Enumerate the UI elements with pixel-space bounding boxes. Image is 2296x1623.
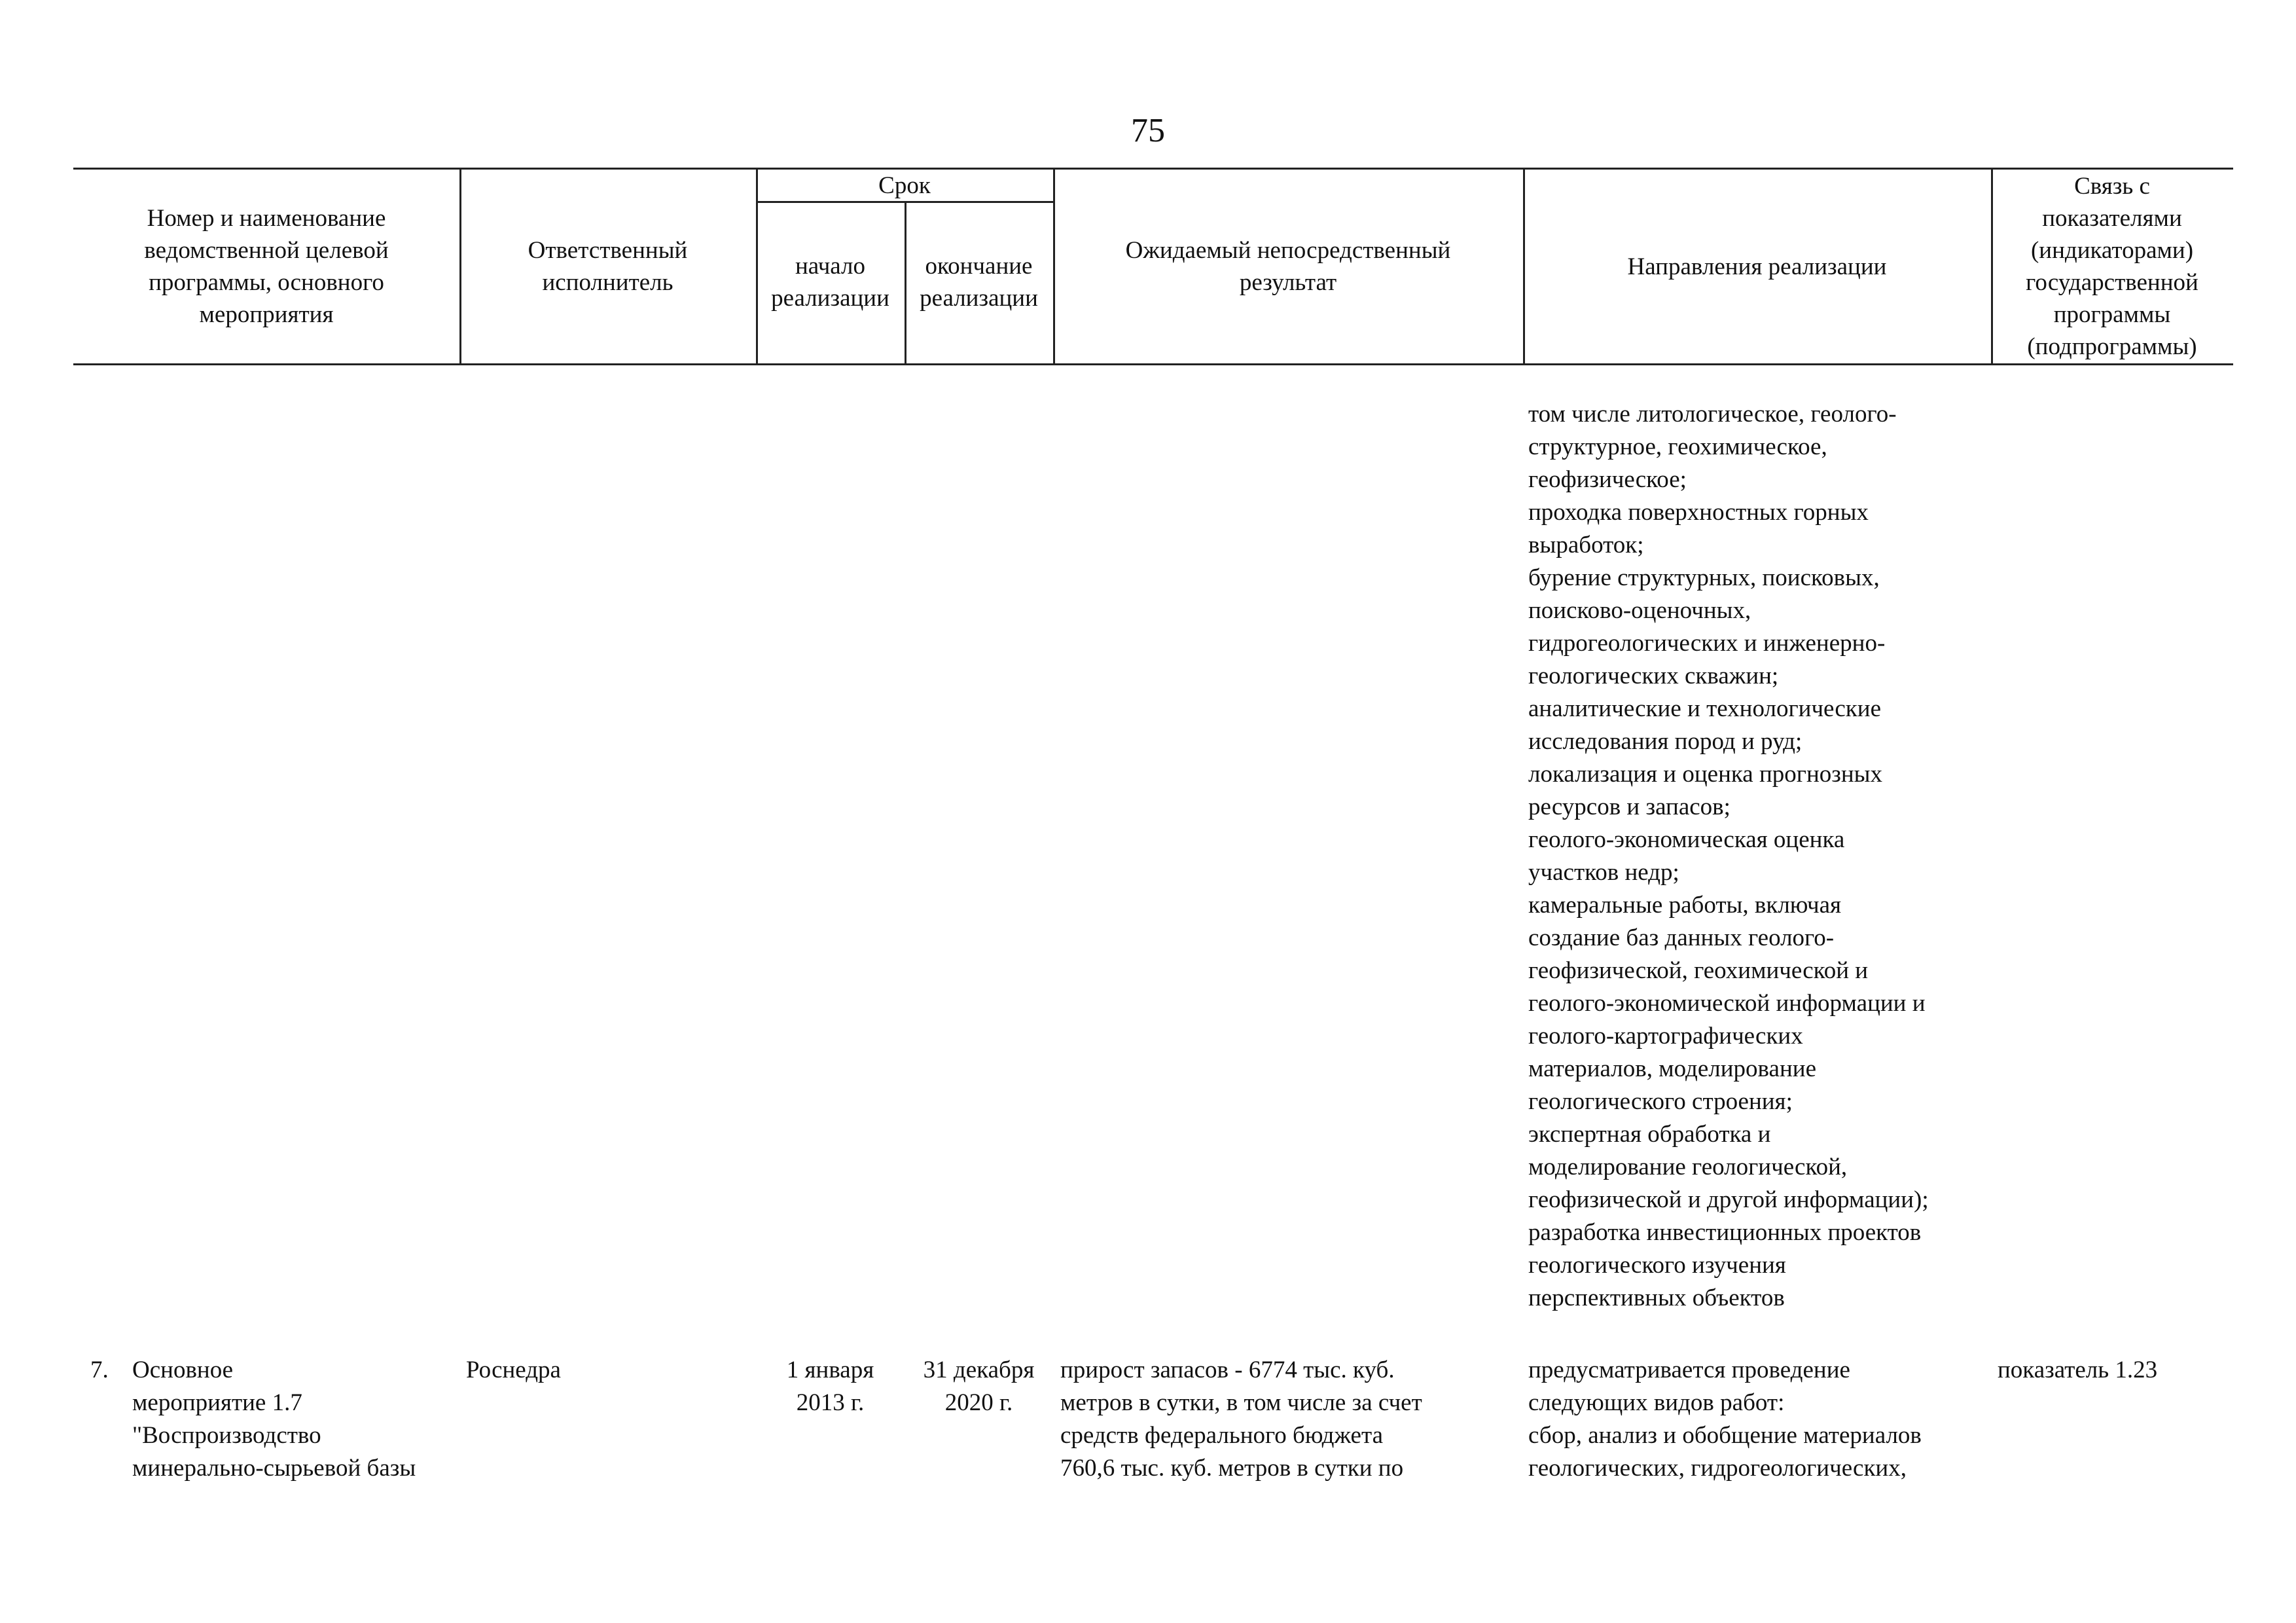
row-end: 31 декабря 2020 г. [923, 1357, 1035, 1416]
row-program: Основное мероприятие 1.7 "Воспроизводство минерально-сырьевой базы [132, 1357, 416, 1482]
continued-directions: том числе литологическое, геолого- структурное, геохимическое, геофизическое; проходка поверхностных горных выработок; бурение структурных, поисковых, поисково-оценочных, гидрогеологических и инженерно- геологических скважин; аналитические и технологические исследования пород и руд; локализация и оценка прогнозных ресурсов и запасов; геолого-экономическая оценка участков недр; камеральные работы, включая создание баз данных геолого- геофизической, геохимической и геолого-экономической информации и геолого-картографических материалов, моделирование геологического строения; экспертная обработка и моделирование геологической, геофизической и другой информации); разработка инвестиционных проектов геологического изучения перспективных объектов [1528, 401, 1929, 1311]
header-indicators: Связь с показателями (индикаторами) государственной программы (подпрограммы) [2026, 173, 2198, 360]
header-term: Срок [878, 172, 931, 199]
header-program: Номер и наименование ведомственной целевой программы, основного мероприятия [144, 205, 389, 328]
header-result: Ожидаемый непосредственный результат [1125, 237, 1451, 296]
row-start: 1 января 2013 г. [786, 1357, 874, 1416]
page-number: 75 [1131, 112, 1165, 149]
header-end: окончание реализации [920, 253, 1038, 312]
header-start: начало реализации [771, 253, 889, 312]
row-result: прирост запасов - 6774 тыс. куб. метров в сутки, в том числе за счет средств федерального бюджета 760,6 тыс. куб. метров в сутки по [1060, 1357, 1422, 1482]
row-number: 7. [90, 1357, 109, 1383]
row-executor: Роснедра [466, 1357, 561, 1383]
row-directions: предусматривается проведение следующих видов работ: сбор, анализ и обобщение материалов геологических, гидрогеологических, [1528, 1357, 1922, 1482]
header-directions: Направления реализации [1627, 253, 1887, 280]
header-executor: Ответственный исполнитель [528, 237, 688, 296]
table-header [73, 168, 2233, 365]
row-indicator: показатель 1.23 [1998, 1357, 2158, 1383]
